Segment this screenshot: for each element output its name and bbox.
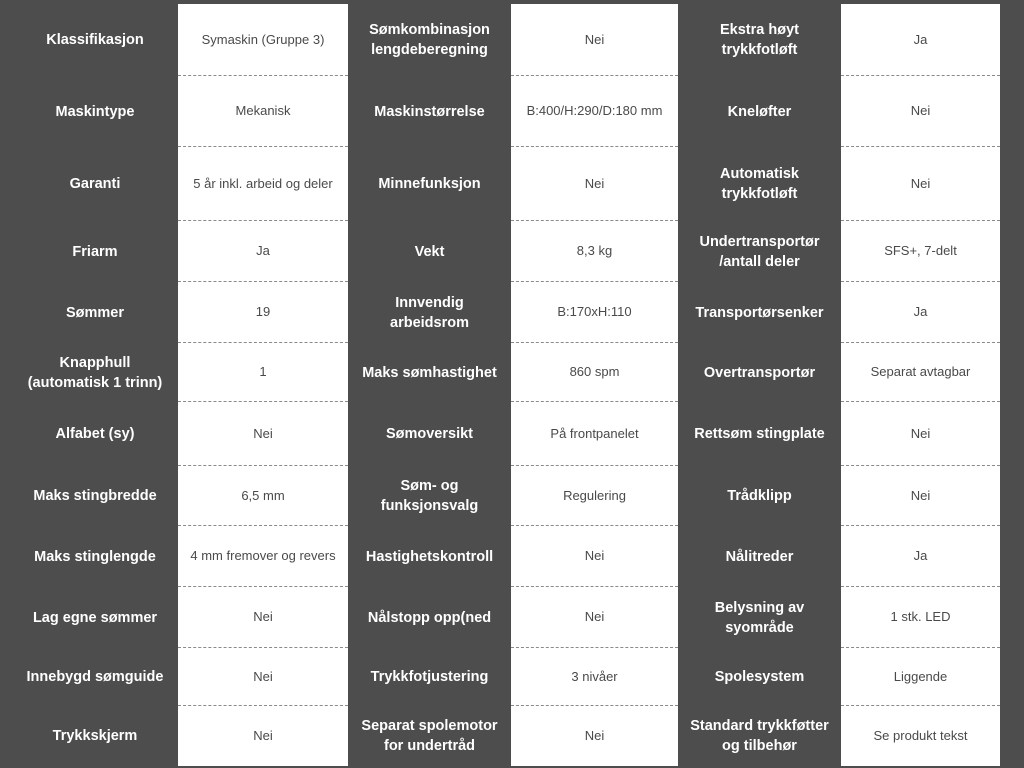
spec-label: Trådklipp bbox=[678, 466, 841, 526]
spec-label: Trykkfotjustering bbox=[348, 648, 511, 706]
spec-label: Standard trykkføtter og tilbehør bbox=[678, 706, 841, 766]
spec-value: Mekanisk bbox=[178, 76, 348, 147]
spec-value: 1 bbox=[178, 343, 348, 402]
spec-label: Innvendig arbeidsrom bbox=[348, 282, 511, 343]
spec-value: Ja bbox=[178, 221, 348, 282]
spec-value: Ja bbox=[841, 4, 1000, 76]
spec-value: Nei bbox=[511, 4, 678, 76]
spec-value: Nei bbox=[178, 706, 348, 766]
spec-value: Ja bbox=[841, 282, 1000, 343]
spec-table bbox=[12, 4, 1004, 766]
spec-value: B:400/H:290/D:180 mm bbox=[511, 76, 678, 147]
spec-label: Søm- og funksjonsvalg bbox=[348, 466, 511, 526]
spec-value: Nei bbox=[511, 587, 678, 648]
spec-label: Undertransportør /antall deler bbox=[678, 221, 841, 282]
spec-label: Innebygd sømguide bbox=[12, 648, 178, 706]
spec-label: Nålitreder bbox=[678, 526, 841, 587]
spec-label: Kneløfter bbox=[678, 76, 841, 147]
spec-value: 4 mm fremover og revers bbox=[178, 526, 348, 587]
spec-value: Symaskin (Gruppe 3) bbox=[178, 4, 348, 76]
spec-label: Maskinstørrelse bbox=[348, 76, 511, 147]
spec-value: Nei bbox=[178, 402, 348, 466]
spec-value: Nei bbox=[511, 706, 678, 766]
spec-label: Ekstra høyt trykkfotløft bbox=[678, 4, 841, 76]
spec-value: Nei bbox=[178, 648, 348, 706]
spec-value: 19 bbox=[178, 282, 348, 343]
spec-label: Maks sømhastighet bbox=[348, 343, 511, 402]
spec-value: Nei bbox=[178, 587, 348, 648]
spec-label: Maks stinglengde bbox=[12, 526, 178, 587]
spec-value: Nei bbox=[511, 147, 678, 221]
spec-label: Klassifikasjon bbox=[12, 4, 178, 76]
spec-label: Garanti bbox=[12, 147, 178, 221]
spec-label: Sømoversikt bbox=[348, 402, 511, 466]
spec-value: 1 stk. LED bbox=[841, 587, 1000, 648]
spec-value: Nei bbox=[511, 526, 678, 587]
spec-value: Ja bbox=[841, 526, 1000, 587]
spec-label: Alfabet (sy) bbox=[12, 402, 178, 466]
spec-label: Transportørsenker bbox=[678, 282, 841, 343]
spec-value: SFS+, 7-delt bbox=[841, 221, 1000, 282]
spec-value: Separat avtagbar bbox=[841, 343, 1000, 402]
spec-label: Hastighetskontroll bbox=[348, 526, 511, 587]
spec-value: Nei bbox=[841, 466, 1000, 526]
spec-value: På frontpanelet bbox=[511, 402, 678, 466]
spec-label: Friarm bbox=[12, 221, 178, 282]
spec-label: Lag egne sømmer bbox=[12, 587, 178, 648]
spec-label: Minnefunksjon bbox=[348, 147, 511, 221]
spec-value: 860 spm bbox=[511, 343, 678, 402]
spec-label: Sømkombinasjon lengdeberegning bbox=[348, 4, 511, 76]
spec-value: 8,3 kg bbox=[511, 221, 678, 282]
spec-value: B:170xH:110 bbox=[511, 282, 678, 343]
spec-label: Rettsøm stingplate bbox=[678, 402, 841, 466]
spec-value: 3 nivåer bbox=[511, 648, 678, 706]
spec-label: Overtransportør bbox=[678, 343, 841, 402]
spec-label: Knapphull (automatisk 1 trinn) bbox=[12, 343, 178, 402]
spec-value: 6,5 mm bbox=[178, 466, 348, 526]
spec-label: Spolesystem bbox=[678, 648, 841, 706]
spec-label: Separat spolemotor for undertråd bbox=[348, 706, 511, 766]
spec-label: Nålstopp opp(ned bbox=[348, 587, 511, 648]
spec-value: Se produkt tekst bbox=[841, 706, 1000, 766]
spec-value: Nei bbox=[841, 76, 1000, 147]
spec-value: Nei bbox=[841, 147, 1000, 221]
spec-label: Sømmer bbox=[12, 282, 178, 343]
spec-value: 5 år inkl. arbeid og deler bbox=[178, 147, 348, 221]
spec-label: Maks stingbredde bbox=[12, 466, 178, 526]
spec-label: Maskintype bbox=[12, 76, 178, 147]
spec-value: Liggende bbox=[841, 648, 1000, 706]
spec-label: Automatisk trykkfotløft bbox=[678, 147, 841, 221]
spec-label: Belysning av syområde bbox=[678, 587, 841, 648]
spec-value: Nei bbox=[841, 402, 1000, 466]
spec-label: Trykkskjerm bbox=[12, 706, 178, 766]
spec-label: Vekt bbox=[348, 221, 511, 282]
spec-value: Regulering bbox=[511, 466, 678, 526]
